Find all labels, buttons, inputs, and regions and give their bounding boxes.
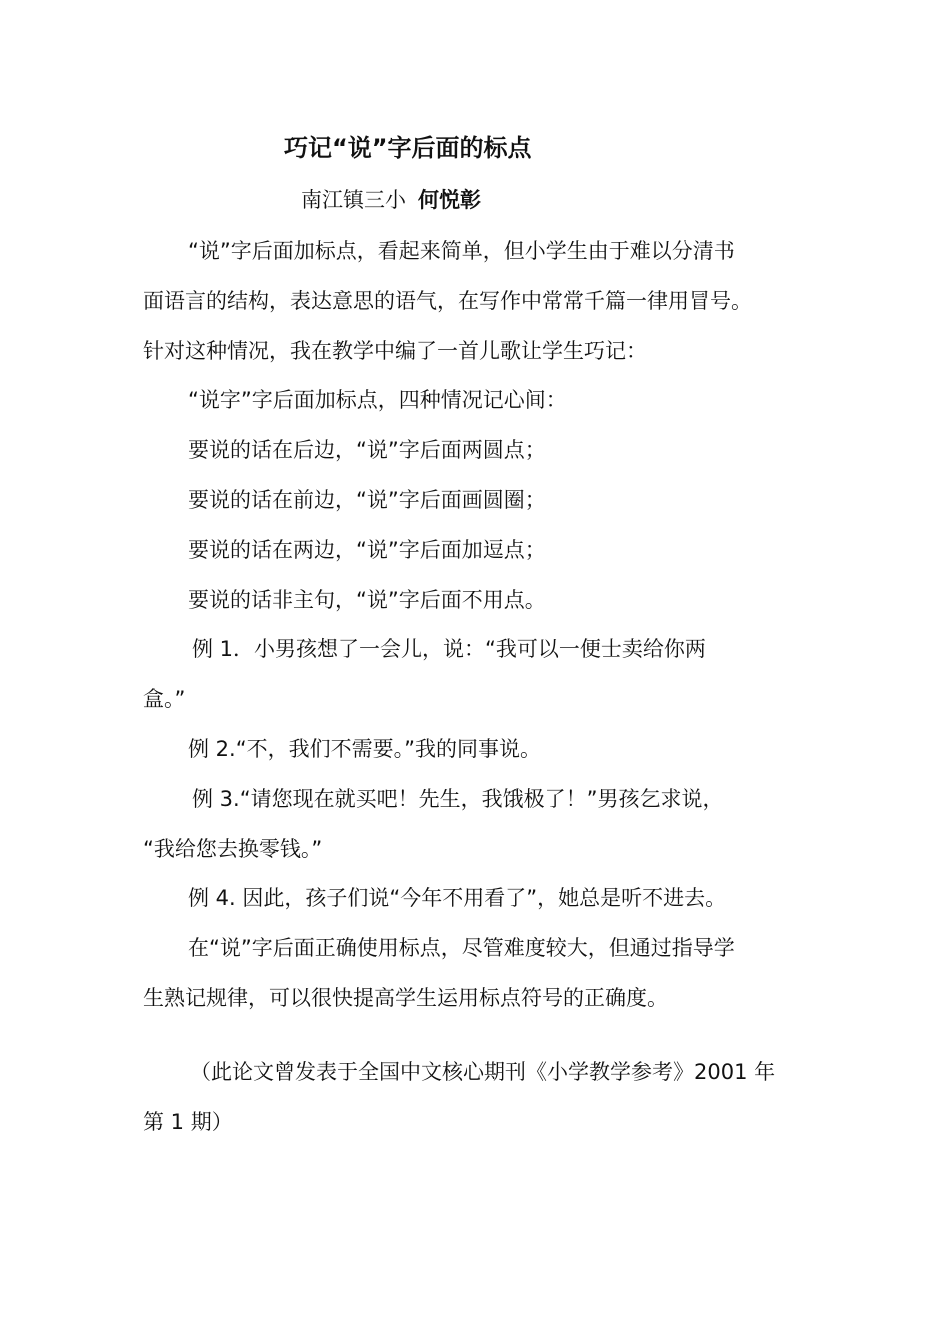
publication-note-line-2: 第 1 期） [143, 1110, 233, 1134]
intro-line-2: 面语言的结构，表达意思的语气，在写作中常常千篇一律用冒号。 [143, 289, 752, 313]
author-school: 南江镇三小 [301, 188, 406, 212]
rhyme-line-2: 要说的话在后边，“说”字后面两圆点； [188, 438, 546, 462]
rhyme-line-3: 要说的话在前边，“说”字后面画圆圈； [188, 488, 546, 512]
document-title: 巧记“说”字后面的标点 [284, 134, 532, 162]
author-name: 何悦彰 [418, 188, 481, 212]
intro-line-3: 针对这种情况，我在教学中编了一首儿歌让学生巧记： [143, 339, 647, 363]
conclusion-line-2: 生熟记规律，可以很快提高学生运用标点符号的正确度。 [143, 986, 668, 1010]
intro-line-1: “说”字后面加标点，看起来简单，但小学生由于难以分清书 [188, 239, 735, 263]
example-3-line-1: 例 3.“请您现在就买吧！先生，我饿极了！”男孩乞求说， [192, 787, 724, 811]
rhyme-line-4: 要说的话在两边，“说”字后面加逗点； [188, 538, 546, 562]
example-2-line: 例 2.“不，我们不需要。”我的同事说。 [188, 737, 541, 761]
author-line [301, 186, 481, 214]
rhyme-line-1: “说字”字后面加标点，四种情况记心间： [188, 388, 567, 412]
example-3-line-2: “我给您去换零钱。” [143, 837, 323, 861]
example-4-line: 例 4. 因此，孩子们说“今年不用看了”，她总是听不进去。 [188, 886, 727, 910]
conclusion-line-1: 在“说”字后面正确使用标点，尽管难度较大，但通过指导学 [188, 936, 735, 960]
example-1-line-2: 盒。” [143, 687, 186, 711]
example-1-line-1: 例 1．小男孩想了一会儿，说：“我可以一便士卖给你两 [192, 637, 706, 661]
rhyme-line-5: 要说的话非主句，“说”字后面不用点。 [188, 588, 546, 612]
publication-note-line-1: （此论文曾发表于全国中文核心期刊《小学教学参考》2001 年 [190, 1060, 776, 1084]
